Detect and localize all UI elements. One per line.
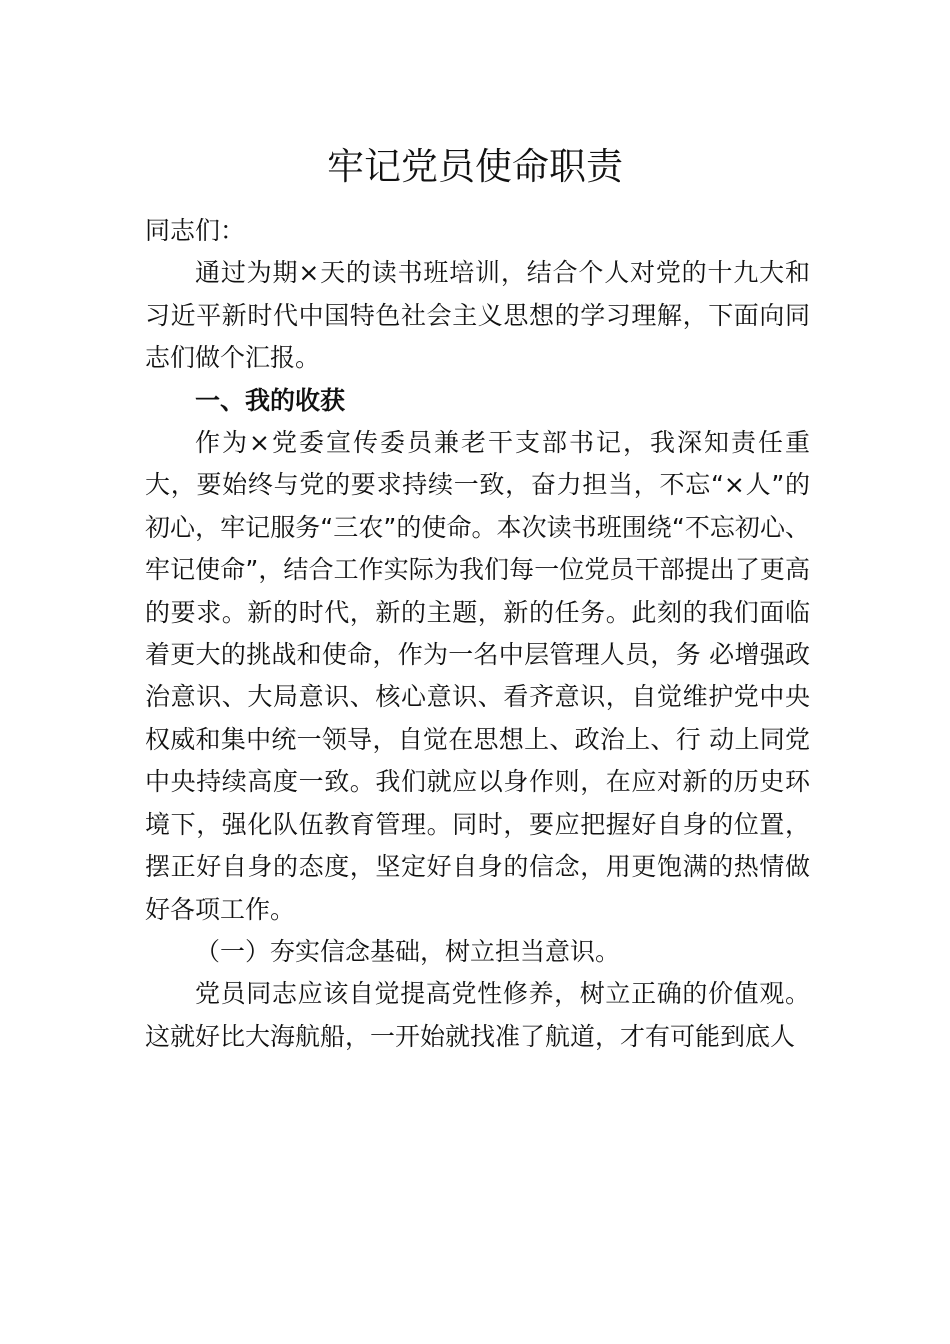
subsection-heading-1: （一）夯实信念基础，树立担当意识。: [195, 936, 621, 966]
intro-paragraph: 通过为期×天的读书班培训，结合个人对党的十九大和习近平新时代中国特色社会主义思想的学习理解，下面向同志们做个汇报。: [145, 258, 810, 373]
section-paragraph-1: 作为×党委宣传委员兼老干支部书记，我深知责任重大，要始终与党的要求持续一致，奋力担当，不忘“×人”的初心，牢记服务“三农”的使命。本次读书班围绕“不忘初心、牢记使命”，结合工作实际为我们每一位党员干部提出了更高的要求。新的时代，新的主题，新的任务。此刻的我们面临着更大的挑战和使命，作为一名中层管理人员，务 必增强政治意识、大局意识、核心意识、看齐意识，自觉维护党中央权威和集中统一领导，自觉在思想上、政治上、行 动上同党中央持续高度一致。我们就应以身作则，在应对新的历史环境下，强化队伍教育管理。同时，要应把握好自身的位置，摆正好自身的态度，坚定好自身的信念，用更饱满的热情做好各项工作。: [145, 428, 810, 924]
document-title: 牢记党员使命职责: [327, 144, 623, 188]
section-heading-1: 一、我的收获: [195, 385, 346, 415]
subsection-paragraph-1: 党员同志应该自觉提高党性修养，树立正确的价值观。这就好比大海航船，一开始就找准了航道，才有可能到底人: [145, 979, 810, 1051]
document-body: [145, 210, 810, 1058]
salutation: 同志们：: [145, 216, 246, 245]
